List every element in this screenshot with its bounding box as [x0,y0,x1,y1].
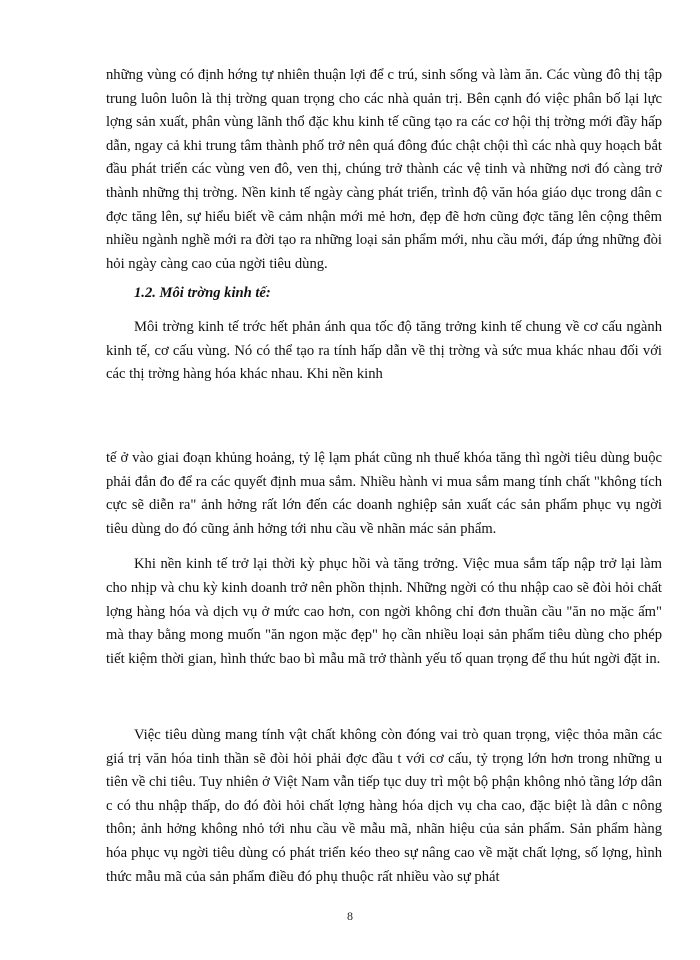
paragraph-recovery: Khi nền kinh tế trở lại thời kỳ phục hồi và tăng trởng. Việc mua sắm tấp nập trở lại làm cho nhịp và chu kỳ kinh doanh trở nên phồn thịnh. Những ngời có thu nhập cao sẽ đòi hỏi chất lợng hàng hóa và dịch vụ ở mức cao hơn, con ngời không chỉ đơn thuần cầu "ăn no mặc ấm" mà thay bằng mong muốn "ăn ngon mặc đẹp" họ cần nhiều loại sản phẩm tiêu dùng cho phép tiết kiệm thời gian, hình thức bao bì mẫu mã trở thành yếu tố quan trọng để thu hút ngời đặt in. [106,556,662,667]
paragraph-settlement: những vùng có định hớng tự nhiên thuận lợi để c trú, sinh sống và làm ăn. Các vùng đô thị tập trung luôn luôn là thị trờng quan trọng cho các nhà quản trị. Bên cạnh đó việc phân bố lại lực lợng sản xuất, phân vùng lãnh thổ đặc khu kinh tế cũng tạo ra các cơ hội thị trờng mới đầy hấp dẫn, ngay cả khi trung tâm thành phố trở nên quá đông đúc chật chội thì các nhà quy hoạch bắt đầu phát triển các vùng ven đô, ven thị, chúng trở thành các vệ tinh và những nơi đó càng trở thành những thị trờng. Nền kinh tế ngày càng phát triển, trình độ văn hóa giáo dục trong dân c đợc tăng lên, sự hiểu biết về cảm nhận mới mẻ hơn, đẹp đẽ hơn cũng đợc tăng lên cộng thêm nhiều ngành nghề mới ra đời tạo ra những loại sản phẩm mới, nhu cầu mới, đáp ứng những đòi hỏi ngày càng cao của ngời tiêu dùng. [106,67,662,272]
paragraph-crisis: tế ở vào giai đoạn khủng hoảng, tỷ lệ lạm phát cũng nh thuế khóa tăng thì ngời tiêu dùng buộc phải đắn đo để ra các quyết định mua sắm. Nhiều hành vi mua sắm mang tính chất "không tích cực sẽ diễn ra" ảnh hởng rất lớn đến các doanh nghiệp sản xuất các sản phẩm phục vụ ngời tiêu dùng do đó cũng ảnh hởng tới nhu cầu về nhãn mác sản phẩm. [106,450,662,537]
page-number: 8 [347,909,353,923]
text-block-top [106,64,662,387]
section-heading: 1.2. Môi trờng kinh tế: [134,285,271,302]
paragraph-consumption: Việc tiêu dùng mang tính vật chất không còn đóng vai trò quan trọng, việc thỏa mãn các giá trị văn hóa tinh thần sẽ đòi hỏi phải đợc đầu t với cơ cấu, tỷ trọng lớn hơn trong những u tiên về chi tiêu. Tuy nhiên ở Việt Nam vẫn tiếp tục duy trì một bộ phận không nhỏ tầng lớp dân c có thu nhập thấp, do đó đòi hỏi chất lợng hàng hóa dịch vụ cha cao, đặc biệt là dân c nông thôn; ảnh hởng không nhỏ tới nhu cầu về mẫu mã, nhãn hiệu của sản phẩm. Sản phẩm hàng hóa phục vụ ngời tiêu dùng có phát triển kéo theo sự nâng cao về mặt chất lợng, số lợng, hình thức mẫu mã của sản phẩm điều đó phụ thuộc rất nhiều vào sự phát [106,727,662,885]
text-block-bottom [106,724,662,889]
paragraph-economic-environment: Môi trờng kinh tế trớc hết phản ánh qua tốc độ tăng trởng kinh tế chung về cơ cấu ngành kinh tế, cơ cấu vùng. Nó có thể tạo ra tính hấp dẫn về thị trờng và sức mua khác nhau đối với các thị trờng hàng hóa khác nhau. Khi nền kinh [106,318,662,383]
text-block-middle [106,447,662,671]
